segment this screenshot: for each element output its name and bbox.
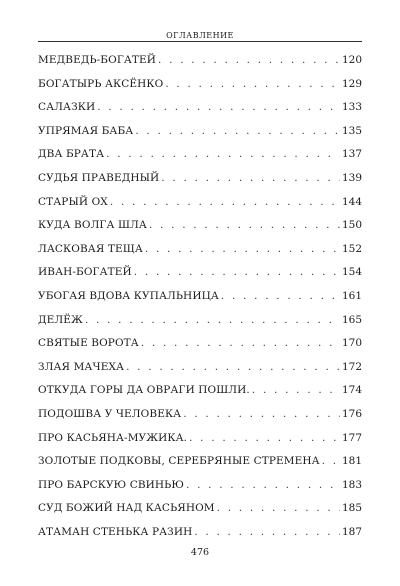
toc-entry-title: ДЕЛЁЖ <box>38 313 83 326</box>
toc-entry-title: СВЯТЫЕ ВОРОТА <box>38 337 139 350</box>
toc-entry-page: 161 <box>341 289 362 302</box>
toc-entry-title: МЕДВЕДЬ-БОГАТЕЙ <box>38 54 157 66</box>
toc-entry[interactable] <box>38 101 362 125</box>
toc-entry-page: 185 <box>341 502 362 515</box>
toc-entry-page: 187 <box>341 525 362 538</box>
toc-entry-page: 177 <box>341 431 362 444</box>
toc-entry-title: СТАРЫЙ ОХ <box>38 195 108 208</box>
page-number: 476 <box>190 547 210 558</box>
dot-leader <box>322 455 340 467</box>
toc-entry-page: 129 <box>341 77 362 90</box>
toc-entry-title: АТАМАН СТЕНЬКА РАЗИН <box>38 525 193 538</box>
toc-entry[interactable] <box>38 172 362 196</box>
dot-leader <box>186 479 340 491</box>
toc-entry-page: 183 <box>341 478 362 491</box>
dot-leader <box>110 196 340 208</box>
toc-entry-page: 139 <box>341 171 362 184</box>
toc-entry-page: 120 <box>341 54 362 66</box>
toc-entry[interactable] <box>38 526 362 550</box>
toc-entry-title: ИВАН-БОГАТЕЙ <box>38 266 132 279</box>
toc-entry[interactable] <box>38 196 362 220</box>
toc-entry-title: СУД БОЖИЙ НАД КАСЬЯНОМ <box>38 502 215 515</box>
toc-entry-title: КУДА ВОЛГА ШЛА <box>38 219 147 232</box>
dot-leader <box>106 148 340 160</box>
dot-leader <box>194 526 340 538</box>
toc-entry-title: СУДЬЯ ПРАВЕДНЫЙ <box>38 171 160 184</box>
dot-leader <box>217 502 340 514</box>
toc-entry[interactable] <box>38 361 362 385</box>
toc-entry[interactable] <box>38 219 362 243</box>
dot-leader <box>252 384 340 396</box>
toc-entry-title: УПРЯМАЯ БАБА <box>38 124 134 137</box>
table-of-contents <box>38 54 362 549</box>
toc-entry[interactable] <box>38 337 362 361</box>
toc-entry-title: ЗОЛОТЫЕ ПОДКОВЫ, СЕРЕБРЯНЫЕ СТРЕМЕНА <box>38 455 320 468</box>
dot-leader <box>165 78 340 90</box>
toc-entry[interactable] <box>38 384 362 408</box>
dot-leader <box>141 337 340 349</box>
dot-leader <box>134 266 340 278</box>
toc-entry[interactable] <box>38 54 362 78</box>
toc-entry[interactable] <box>38 290 362 314</box>
dot-leader <box>189 432 340 444</box>
dot-leader <box>158 54 340 66</box>
dot-leader <box>85 314 340 326</box>
dot-leader <box>221 290 340 302</box>
toc-entry-title: ПРО БАРСКУЮ СВИНЬЮ <box>38 478 184 491</box>
toc-entry[interactable] <box>38 266 362 290</box>
dot-leader <box>183 408 340 420</box>
toc-entry-page: 174 <box>341 384 362 397</box>
toc-entry-title: ЗЛАЯ МАЧЕХА <box>38 360 125 373</box>
dot-leader <box>135 125 340 137</box>
toc-entry[interactable] <box>38 455 362 479</box>
toc-entry-title: ЛАСКОВАЯ ТЕЩА <box>38 242 143 255</box>
dot-leader <box>97 101 340 113</box>
dot-leader <box>145 243 340 255</box>
toc-entry[interactable] <box>38 148 362 172</box>
toc-entry[interactable] <box>38 432 362 456</box>
toc-entry-title: ОТКУДА ГОРЫ ДА ОВРАГИ ПОШЛИ. <box>38 384 250 397</box>
toc-entry[interactable] <box>38 314 362 338</box>
header-rule <box>38 41 362 42</box>
toc-entry-page: 172 <box>341 360 362 373</box>
toc-entry[interactable] <box>38 502 362 526</box>
toc-entry-page: 150 <box>341 219 362 232</box>
toc-entry-page: 133 <box>341 101 362 114</box>
toc-entry-page: 181 <box>341 455 362 468</box>
toc-entry-title: ДВА БРАТА <box>38 148 105 161</box>
running-head: ОГЛАВЛЕНИЕ <box>166 31 234 40</box>
dot-leader <box>126 361 340 373</box>
toc-entry-page: 176 <box>341 407 362 420</box>
dot-leader <box>161 172 340 184</box>
dot-leader <box>149 219 340 231</box>
toc-entry-title: ПОДОШВА У ЧЕЛОВЕКА <box>38 407 182 420</box>
toc-entry-title: САЛАЗКИ <box>38 101 96 114</box>
toc-entry[interactable] <box>38 479 362 503</box>
toc-entry-page: 154 <box>341 266 362 279</box>
toc-entry[interactable] <box>38 78 362 102</box>
toc-entry-page: 137 <box>341 148 362 161</box>
toc-entry[interactable] <box>38 125 362 149</box>
toc-entry-page: 165 <box>341 313 362 326</box>
toc-entry-page: 144 <box>341 195 362 208</box>
toc-entry[interactable] <box>38 408 362 432</box>
toc-entry-page: 135 <box>341 124 362 137</box>
toc-entry[interactable] <box>38 243 362 267</box>
toc-entry-page: 170 <box>341 337 362 350</box>
toc-entry-title: ПРО КАСЬЯНА-МУЖИКА. <box>38 431 188 444</box>
toc-entry-title: БОГАТЫРЬ АКСЁНКО <box>38 77 164 90</box>
toc-entry-title: УБОГАЯ ВДОВА КУПАЛЬНИЦА <box>38 289 219 302</box>
toc-entry-page: 152 <box>341 242 362 255</box>
